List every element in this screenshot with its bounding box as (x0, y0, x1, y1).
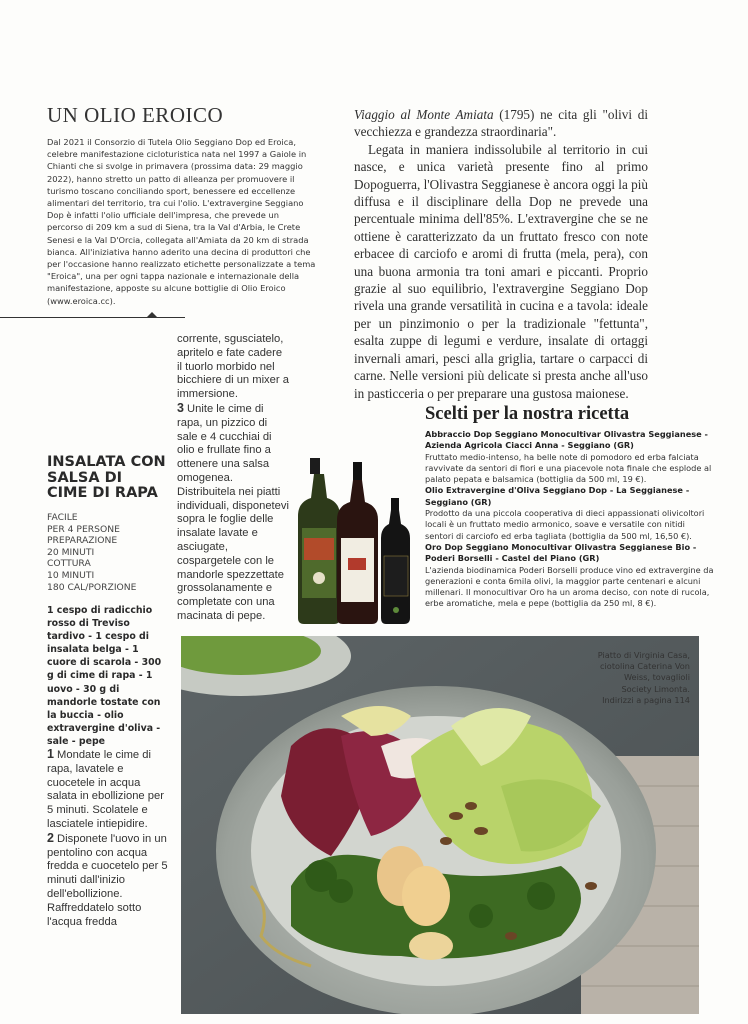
article-p1-text: (1795) ne cita gli "olivi di vecchiezza e grandezza straordinaria". (354, 107, 648, 140)
product-description: L'azienda biodinamica Poderi Borselli produce vino ed extravergine da generazioni e conta 6mila olivi, la maggior parte centenari e alcuni millenari. Il monocultivar Oro ha un aroma deciso, con note di rucola, erbe aromatiche, mela e pepe (bottiglia da 250 ml, 8 €). (425, 564, 714, 609)
recipe-cook-time: 10 MINUTI (47, 569, 95, 581)
recipe-prep-time: 20 MINUTI (47, 546, 95, 558)
recipe-title: INSALATA CON SALSA DI CIME DI RAPA (47, 454, 166, 501)
article-column (354, 106, 648, 402)
recipe-steps-middle (177, 333, 289, 624)
article-paragraph-1 (354, 106, 648, 141)
selection-title: Scelti per la nostra ricetta (425, 404, 630, 424)
bottle-oro-borselli (381, 498, 410, 624)
photo-credit: Piatto di Virginia Casa, ciotolina Caterina Von Weiss, tovaglioli Society Limonta. Indirizzi a pagina 114 (597, 650, 690, 705)
step-text: Disponete l'uovo in un pentolino con acqua fredda e cuocetelo per 5 minuti dall'inizio dell'ebollizione. Raffreddatelo sotto l'acqua fredda (47, 832, 168, 928)
sidebar-title: UN OLIO EROICO (47, 103, 224, 127)
product-description: Fruttato medio-intenso, ha belle note di pomodoro ed erba falciata ravvivate da sentori di fiori e una piacevole nota finale che esplode al palato pepata e balsamica (bottiglia da 500 ml, 19 €). (425, 451, 712, 485)
sidebar-arrow-icon (146, 312, 158, 318)
oil-bottles-image (296, 458, 414, 626)
step-text: corrente, sgusciatelo, apritelo e fate cadere il tuorlo morbido nel bicchiere di un mixer a immersione. (177, 333, 289, 401)
recipe-difficulty: FACILE (47, 512, 78, 523)
bottle-la-seggianese (337, 462, 378, 624)
recipe-calories: 180 CAL/PORZIONE (47, 581, 137, 593)
product-description: Prodotto da una piccola cooperativa di dieci appassionati olivicoltori locali è un fruttato medio armonico, soave e versatile con nitidi sentori di carciofo ed erba tagliata (bottiglia da 500 ml, 16,50 €). (425, 508, 705, 541)
product-name: Olio Extravergine d'Oliva Seggiano Dop - La Seggianese - Seggiano (GR) (425, 485, 690, 507)
step-number: 3 (177, 400, 184, 415)
recipe-steps-left (47, 748, 169, 929)
product-name: Oro Dop Seggiano Monocultivar Olivastra Seggianese Bio - Poderi Borselli - Castel del Piano (GR) (425, 541, 697, 564)
recipe-prep-label: PREPARAZIONE (47, 535, 118, 547)
recipe-servings: PER 4 PERSONE (47, 523, 120, 535)
step-number: 2 (47, 830, 54, 845)
recipe-ingredients: 1 cespo di radicchio rosso di Treviso tardivo - 1 cespo di insalata belga - 1 cuore di scarola - 300 g di cime di rapa - 1 uovo - 30 g di mandorle tostate con la buccia - olio extravergine d'oliva - sale - pepe (47, 605, 162, 747)
step-text: Mondate le cime di rapa, lavatele e cuocetele in acqua salata in ebollizione per 5 minuti. Scolatele e lasciatele intiepidire. (47, 749, 164, 830)
step-number: 1 (47, 747, 54, 761)
recipe-cook-label: COTTURA (47, 558, 91, 570)
sidebar-body: Dal 2021 il Consorzio di Tutela Olio Seggiano Dop ed Eroica, celebre manifestazione cicloturistica nata nel 1997 a Gaiole in Chianti che si svolge in primavera (prossima data: 29 maggio 2022), hanno stretto un patto di alleanza per promuovere il turismo toscano conciliando sport, benessere ed eccellenze alimentari del territorio, tra cui l'olio. L'extravergine Seggiano Dop è infatti l'olio ufficiale dell'impresa, che prevede un percorso di 209 km a sud di Siena, tra la Val d'Arbia, le Crete Senesi e la Val D'Orcia, collegata all'Amiata da 20 km di strada bianca. All'iniziativa hanno aderito una decina di produttori che per l'occasione hanno realizzato etichette personalizzate a tema "Eroica", una per ogni tappa nazionale e internazionale della manifestazione, apposte su alcune bottiglie di Olio Eroico (www.eroica.cc). (47, 137, 316, 306)
product-name: Abbraccio Dop Seggiano Monocultivar Olivastra Seggianese - Azienda Agricola Ciacci Anna - Seggiano (GR) (425, 429, 708, 451)
bottle-abbraccio (298, 458, 340, 624)
recipe-meta (47, 512, 167, 593)
article-book-title: Viaggio al Monte Amiata (354, 107, 494, 122)
selection-list (425, 429, 715, 610)
step-text: Unite le cime di rapa, un pizzico di sale e 4 cucchiai di olio e frullate fino a ottenere una salsa omogenea. Distribuitela nei piatti individuali, disponetevi sopra le foglie delle insalate lavate e asciugate, cospargetele con le mandorle spezzettate grossolanamente e completate con una macinata di pepe. (177, 402, 289, 622)
article-paragraph-2: Legata in maniera indissolubile al territorio in cui nasce, e unica varietà presente fino al primo Dopoguerra, l'Olivastra Seggianese è ancora oggi la più diffusa e il disciplinare della Dop ne prevede una percentuale minima dell'85%. L'extravergine che se ne ottiene è caratterizzato da un fruttato fresco con note erbacee di carciofo e aromi di frutta (mela, pera), con una buona armonia tra toni amari e piccanti. Proprio grazie al suo equilibrio, l'extravergine Seggiano Dop rivela una grande versatilità in cucina e a tavola: ideale per un pinzimonio o per la tradizionale "fettunta", esalta zuppe di legumi e verdure, insalate di ortaggi invernali amari, pesci alla griglia, tartare o carpacci di carne. Nelle versioni più delicate si presta anche all'uso in pasticceria o per preparare una gustosa maionese. (354, 141, 648, 401)
